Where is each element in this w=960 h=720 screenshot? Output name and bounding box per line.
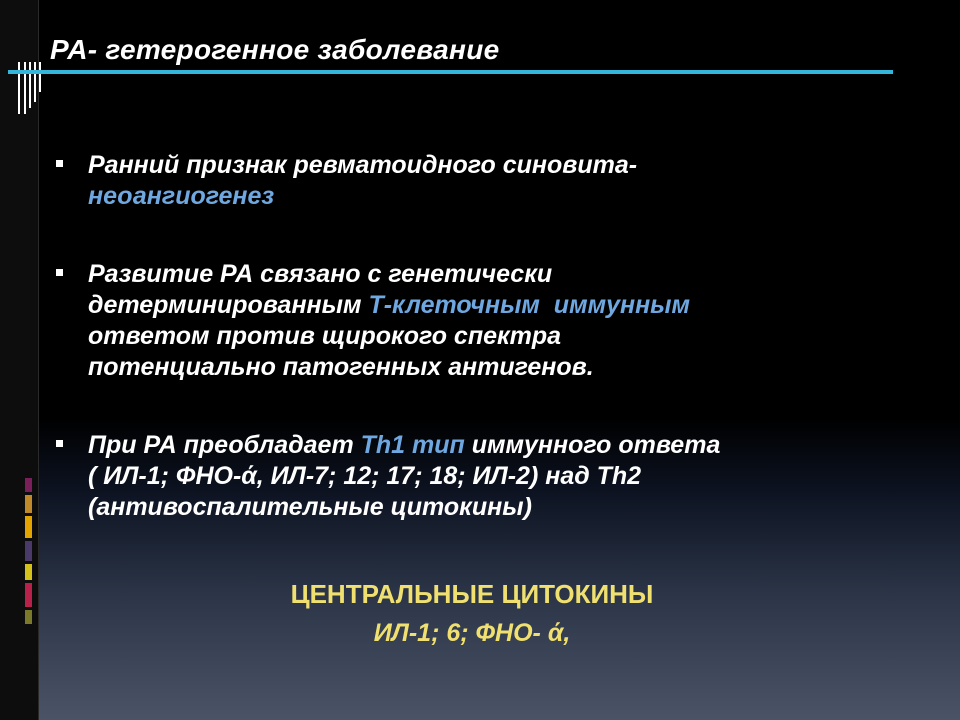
bullet-line [88,259,924,290]
bullet-line [88,352,924,383]
bullet-text: Развитие РА связано с генетически [88,260,553,288]
central-cytokines-block [0,578,944,650]
title-underline [8,70,893,74]
highlighted-term: Th1 тип [360,431,465,459]
bullet-list [54,150,924,570]
bullet-text: детерминированным [88,291,369,319]
highlighted-term: неоангиогенез [88,182,275,210]
bullet-item [54,150,924,212]
bullet-text: При РА преобладает [88,431,361,459]
bullet-text: иммунного ответа [464,431,721,459]
bullet-line [88,430,924,461]
bullet-text: ответом против щирокого спектра [88,322,562,350]
central-cytokines-values: ИЛ-1; 6; ФНО- ά, [373,619,571,647]
bullet-line [88,492,924,523]
bullet-line [88,321,924,352]
bullet-text: (антивоспалительные цитокины) [88,493,532,521]
bullet-line [88,181,924,212]
highlighted-term: Т-клеточным иммунным [368,291,691,319]
bullet-text: ( ИЛ-1; ФНО-ά, ИЛ-7; 12; 17; 18; ИЛ-2) над Th2 [88,462,642,490]
bullet-text: Ранний признак ревматоидного синовита- [88,151,638,179]
bullet-text: потенциально патогенных антигенов. [88,353,594,381]
bullet-item [54,259,924,383]
bullet-line [88,150,924,181]
accent-bar [25,541,32,561]
central-cytokines-heading: ЦЕНТРАЛЬНЫЕ ЦИТОКИНЫ [290,579,654,609]
accent-bar [25,478,32,492]
bullet-line [88,290,924,321]
accent-bar [25,516,32,538]
bullet-line [88,461,924,492]
bullet-item [54,430,924,523]
accent-bar [25,495,32,513]
slide-title: РА- гетерогенное заболевание [50,34,500,65]
